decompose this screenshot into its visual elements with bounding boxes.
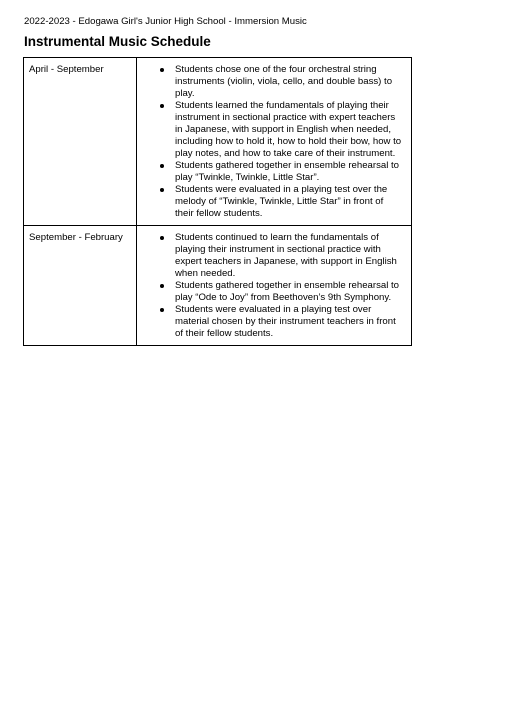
list-item bbox=[137, 232, 403, 280]
bullet-icon bbox=[160, 188, 164, 192]
table-row bbox=[24, 226, 412, 346]
document-title: Instrumental Music Schedule bbox=[24, 34, 211, 49]
table-row bbox=[24, 58, 412, 226]
activity-text: Students chose one of the four orchestral string instruments (violin, viola, cello, and double bass) to play. bbox=[175, 64, 393, 99]
list-item bbox=[137, 160, 403, 184]
list-item bbox=[137, 184, 403, 220]
schedule-table bbox=[23, 57, 412, 346]
bullet-icon bbox=[160, 68, 164, 72]
activity-list bbox=[137, 232, 403, 340]
activity-text: Students gathered together in ensemble rehearsal to play “Ode to Joy” from Beethoven’s 9th Symphony. bbox=[175, 280, 400, 303]
list-item bbox=[137, 64, 403, 100]
bullet-icon bbox=[160, 164, 164, 168]
bullet-icon bbox=[160, 308, 164, 312]
document-header: 2022-2023 - Edogawa Girl's Junior High School - Immersion Music bbox=[24, 16, 307, 27]
bullet-icon bbox=[160, 104, 164, 108]
activity-text: Students gathered together in ensemble rehearsal to play “Twinkle, Twinkle, Little Star”. bbox=[175, 160, 400, 183]
period-cell: April - September bbox=[24, 58, 137, 226]
activity-text: Students were evaluated in a playing test over material chosen by their instrument teachers in front of their fellow students. bbox=[175, 304, 396, 339]
period-cell: September - February bbox=[24, 226, 137, 346]
activity-list bbox=[137, 64, 403, 220]
list-item bbox=[137, 304, 403, 340]
bullet-icon bbox=[160, 236, 164, 240]
activity-text: Students learned the fundamentals of playing their instrument in sectional practice with expert teachers in Japanese, with support in English when needed, including how to hold it, how to hold their bow, how to play notes, and how to take care of their instrument. bbox=[175, 100, 402, 159]
bullet-icon bbox=[160, 284, 164, 288]
activity-text: Students continued to learn the fundamentals of playing their instrument in sectional practice with expert teachers in Japanese, with support in English when needed. bbox=[175, 232, 397, 279]
activities-cell bbox=[137, 226, 412, 346]
activity-text: Students were evaluated in a playing test over the melody of “Twinkle, Twinkle, Little Star” in front of their fellow students. bbox=[175, 184, 388, 219]
list-item bbox=[137, 280, 403, 304]
list-item bbox=[137, 100, 403, 160]
activities-cell bbox=[137, 58, 412, 226]
